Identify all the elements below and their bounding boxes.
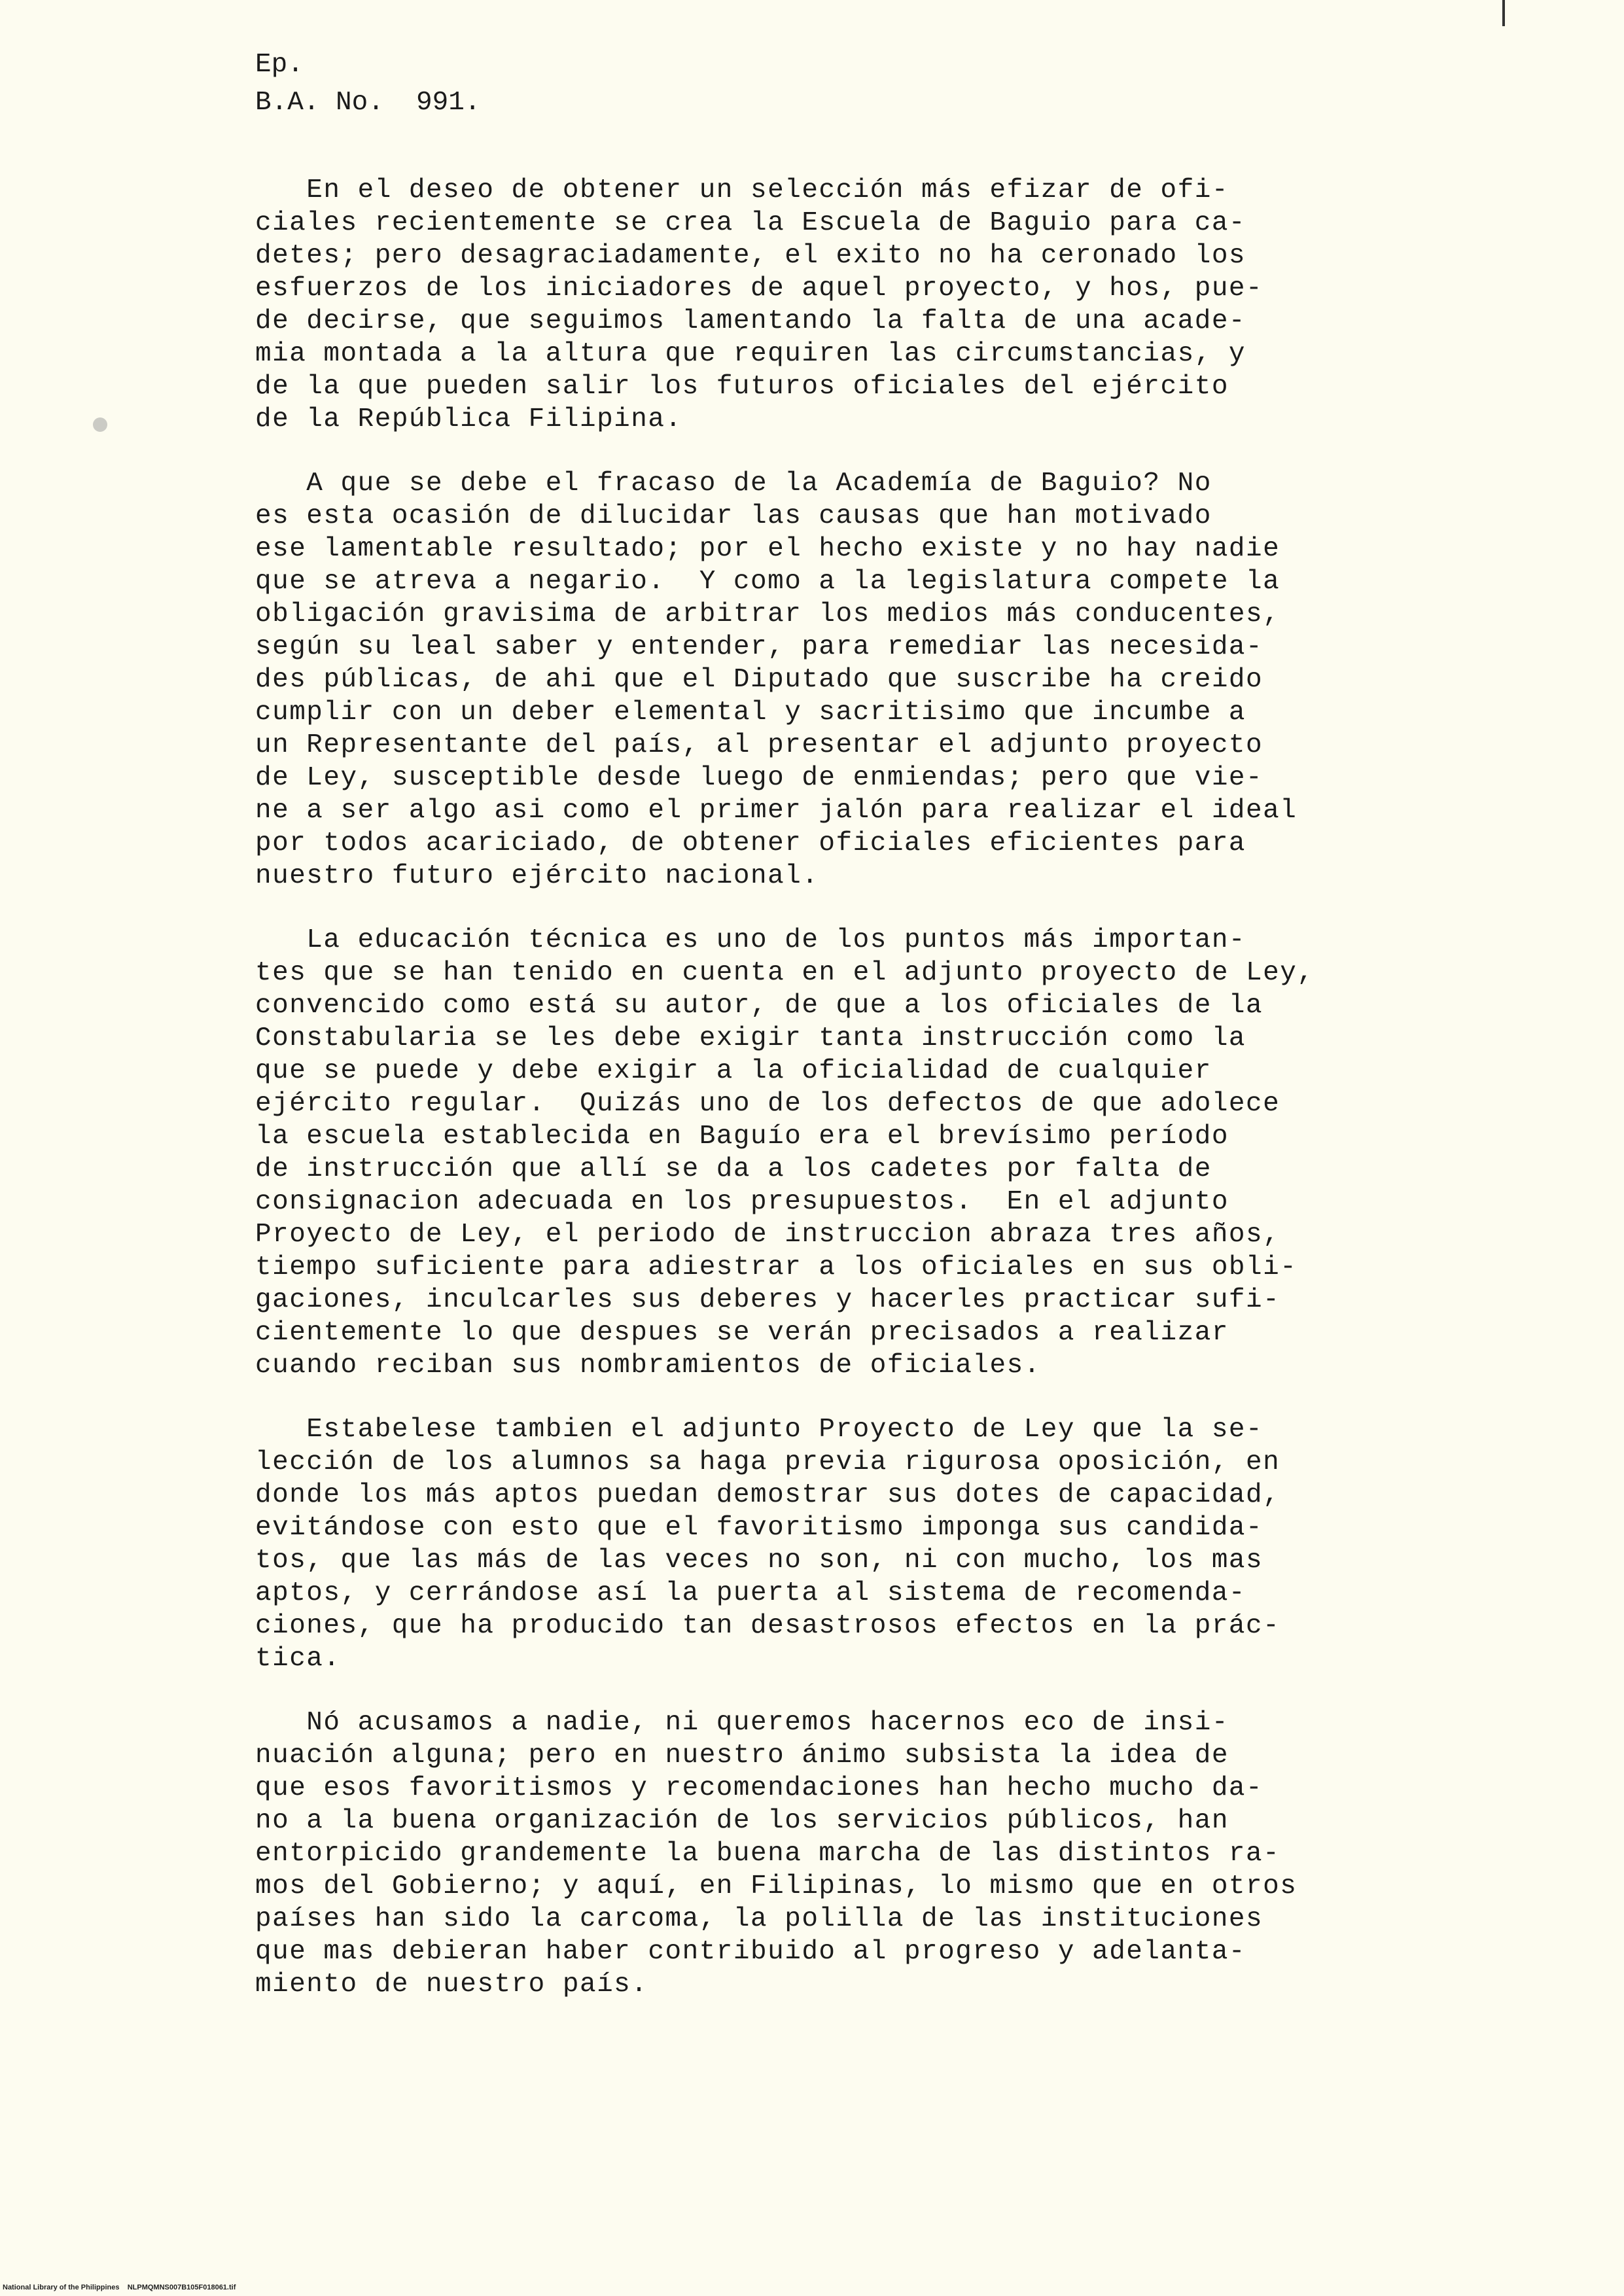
ink-smudge: [93, 417, 107, 432]
text-line: de la República Filipina.: [255, 404, 682, 434]
text-line: aptos, y cerrándose así la puerta al sistema de recomenda-: [255, 1578, 1246, 1608]
text-line: nuestro futuro ejército nacional.: [255, 861, 819, 891]
page-edge-mark: [1502, 0, 1505, 26]
text-line: evitándose con esto que el favoritismo imponga sus candida-: [255, 1513, 1263, 1543]
text-line: cientemente lo que despues se verán precisados a realizar: [255, 1318, 1229, 1348]
text-line: según su leal saber y entender, para remediar las necesida-: [255, 632, 1263, 662]
text-line: consignacion adecuada en los presupuestos. En el adjunto: [255, 1187, 1229, 1217]
text-line: que esos favoritismos y recomendaciones han hecho mucho da-: [255, 1773, 1263, 1803]
text-line: un Representante del país, al presentar el adjunto proyecto: [255, 730, 1263, 760]
header-bill-number: B.A. No. 991.: [255, 88, 481, 118]
paragraph: [255, 174, 1531, 436]
text-line: que se atreva a negario. Y como a la legislatura compete la: [255, 567, 1280, 597]
text-line: cumplir con un deber elemental y sacritisimo que incumbe a: [255, 698, 1246, 728]
text-line: ciales recientemente se crea la Escuela de Baguio para ca-: [255, 208, 1246, 238]
text-line: Constabularia se les debe exigir tanta instrucción como la: [255, 1023, 1246, 1053]
text-line: Proyecto de Ley, el periodo de instruccion abraza tres años,: [255, 1220, 1280, 1250]
header-ep: Ep.: [255, 50, 304, 80]
text-line: des públicas, de ahi que el Diputado que suscribe ha creido: [255, 665, 1263, 695]
text-line: tes que se han tenido en cuenta en el adjunto proyecto de Ley,: [255, 958, 1315, 988]
paragraph: [255, 1413, 1531, 1675]
text-line: gaciones, inculcarles sus deberes y hacerles practicar sufi-: [255, 1285, 1280, 1315]
text-line: Nó acusamos a nadie, ni queremos hacernos eco de insi-: [255, 1708, 1229, 1738]
text-line: mos del Gobierno; y aquí, en Filipinas, lo mismo que en otros: [255, 1871, 1297, 1901]
text-line: ese lamentable resultado; por el hecho existe y no hay nadie: [255, 534, 1280, 564]
text-line: En el deseo de obtener un selección más efizar de ofi-: [255, 175, 1229, 205]
text-line: es esta ocasión de dilucidar las causas que han motivado: [255, 501, 1212, 531]
text-line: tiempo suficiente para adiestrar a los oficiales en sus obli-: [255, 1252, 1297, 1282]
text-line: ne a ser algo asi como el primer jalón para realizar el ideal: [255, 796, 1297, 826]
text-line: que se puede y debe exigir a la oficialidad de cualquier: [255, 1056, 1212, 1086]
text-line: de la que pueden salir los futuros oficiales del ejército: [255, 372, 1229, 402]
text-line: tica.: [255, 1644, 341, 1674]
text-line: A que se debe el fracaso de la Academía de Baguio? No: [255, 468, 1212, 499]
text-line: detes; pero desagraciadamente, el exito no ha ceronado los: [255, 241, 1246, 271]
text-line: Estabelese tambien el adjunto Proyecto de Ley que la se-: [255, 1415, 1263, 1445]
paragraph: [255, 924, 1531, 1382]
text-line: nuación alguna; pero en nuestro ánimo subsista la idea de: [255, 1740, 1229, 1771]
text-line: países han sido la carcoma, la polilla de las instituciones: [255, 1904, 1263, 1934]
text-line: miento de nuestro país.: [255, 1969, 648, 2000]
archive-footer: National Library of the Philippines NLPMQMNS007B105F018061.tif: [3, 2284, 236, 2291]
paragraph: [255, 467, 1531, 892]
text-line: ciones, que ha producido tan desastrosos efectos en la prác-: [255, 1611, 1280, 1641]
document-header: [255, 46, 480, 122]
text-line: que mas debieran haber contribuido al progreso y adelanta-: [255, 1937, 1246, 1967]
text-line: de decirse, que seguimos lamentando la falta de una acade-: [255, 306, 1246, 336]
text-line: cuando reciban sus nombramientos de oficiales.: [255, 1351, 1041, 1381]
text-line: mia montada a la altura que requiren las circumstancias, y: [255, 339, 1246, 369]
paragraph: [255, 1706, 1531, 2001]
text-line: de instrucción que allí se da a los cadetes por falta de: [255, 1154, 1212, 1184]
text-line: La educación técnica es uno de los puntos más importan-: [255, 925, 1246, 955]
text-line: entorpicido grandemente la buena marcha de las distintos ra-: [255, 1839, 1280, 1869]
document-body: [255, 174, 1531, 2032]
text-line: esfuerzos de los iniciadores de aquel proyecto, y hos, pue-: [255, 274, 1263, 304]
text-line: ejército regular. Quizás uno de los defectos de que adolece: [255, 1089, 1280, 1119]
text-line: de Ley, susceptible desde luego de enmiendas; pero que vie-: [255, 763, 1263, 793]
text-line: donde los más aptos puedan demostrar sus dotes de capacidad,: [255, 1480, 1280, 1510]
text-line: la escuela establecida en Baguío era el brevísimo período: [255, 1122, 1229, 1152]
text-line: obligación gravisima de arbitrar los medios más conducentes,: [255, 599, 1280, 629]
text-line: lección de los alumnos sa haga previa rigurosa oposición, en: [255, 1447, 1280, 1477]
text-line: por todos acariciado, de obtener oficiales eficientes para: [255, 828, 1246, 858]
text-line: convencido como está su autor, de que a los oficiales de la: [255, 991, 1263, 1021]
text-line: no a la buena organización de los servicios públicos, han: [255, 1806, 1229, 1836]
text-line: tos, que las más de las veces no son, ni con mucho, los mas: [255, 1545, 1263, 1576]
